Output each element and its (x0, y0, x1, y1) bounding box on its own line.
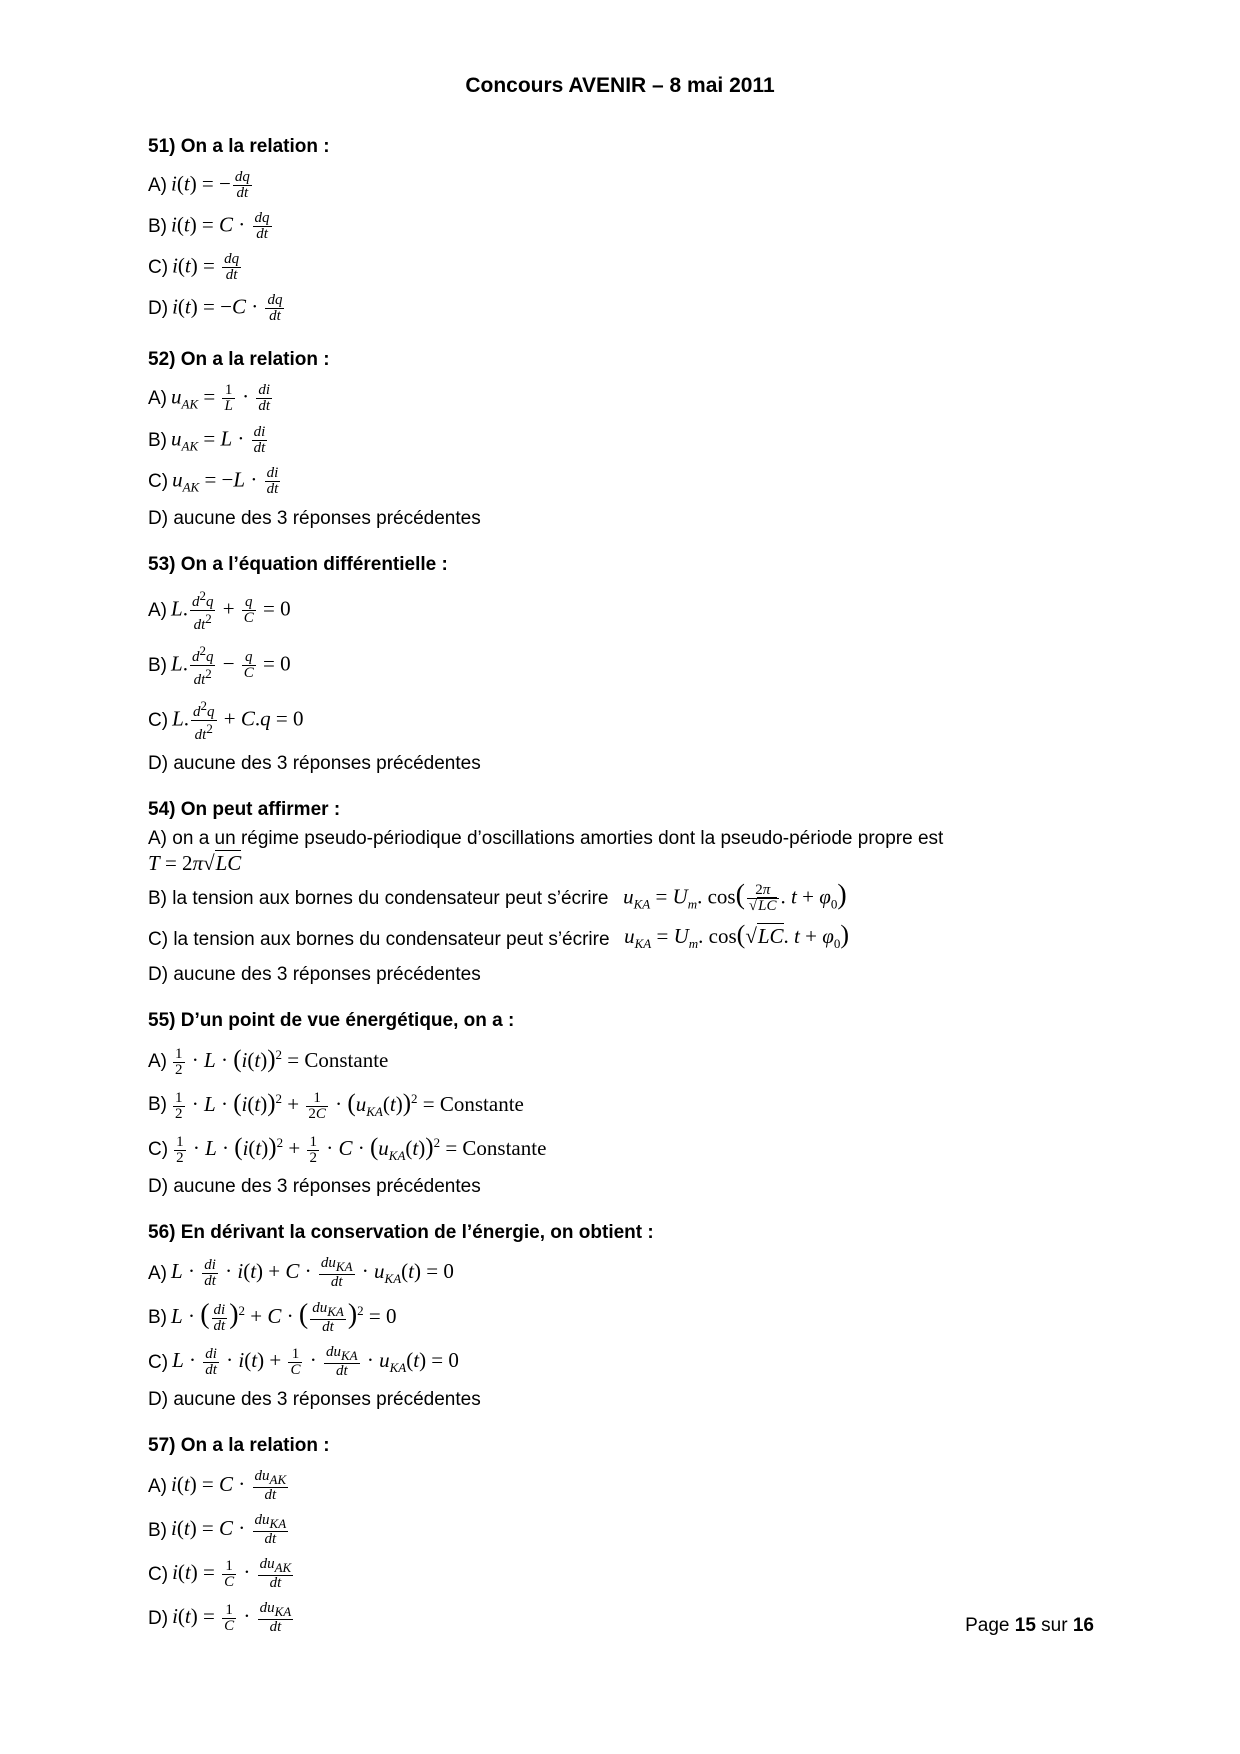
option-b: B) la tension aux bornes du condensateur peut s’écrire $u_{KA} = U_m$. cos( $\frac{2\pi}{√LC}$ . $t + \varphi_0$) (148, 878, 847, 914)
page-header: Concours AVENIR – 8 mai 2011 (465, 74, 775, 97)
formula: T = 2π√LC (148, 850, 242, 875)
formula: i(t) = $\frac{1}{C}$ · $\frac{du_{AK}}{dt}$ (172, 1556, 292, 1592)
question-title: 55) D’un point de vue énergétique, on a : (148, 1010, 515, 1032)
question-52 (148, 346, 1093, 529)
formula: $\frac{1}{2}$ · $L \cdot (i(t))^2$ + $\frac{1}{2C}$ · $(u_{KA}(t))^2$ = Constante (175, 1089, 524, 1122)
formula: $u_{AK} = L$ · $\frac{di}{dt}$ (171, 423, 266, 456)
content (148, 133, 1093, 1657)
question-54 (148, 796, 1093, 986)
formula: $u_{AK}$ = $\frac{1}{L}$ · $\frac{di}{dt}$ (171, 382, 270, 414)
formula: i(t) = $\frac{dq}{dt}$ (172, 251, 240, 283)
question-55 (148, 1007, 1093, 1197)
question-title: 51) On a la relation : (148, 136, 330, 157)
option-d: D) aucune des 3 réponses précédentes (148, 1176, 481, 1198)
option-b: B) L · ( $\frac{di}{dt}$ )$^2$ + C · ( $\frac{du_{KA}}{dt}$ )$^2$ = 0 (148, 1299, 397, 1336)
option-a: A) i(t) = − $\frac{dq}{dt}$ (148, 170, 1093, 201)
formula: L · $\frac{di}{dt}$ · i(t) + $\frac{1}{C}$ · $\frac{du_{KA}}{dt}$ · $u_{KA}(t) = 0$ (172, 1344, 459, 1380)
formula: i(t) = −C · $\frac{dq}{dt}$ (172, 292, 283, 324)
option-b: B) L. $\frac{d^2q}{dt^2}$ − $\frac{q}{C}$ = 0 (148, 642, 291, 688)
option-d: D) aucune des 3 réponses précédentes (148, 507, 481, 529)
option-d: D) aucune des 3 réponses précédentes (148, 964, 481, 986)
page-footer: Page 15 sur 16 (965, 1615, 1094, 1636)
option-c: C) L · $\frac{di}{dt}$ · i(t) + $\frac{1}{C}$ · $\frac{du_{KA}}{dt}$ · $u_{KA}(t) = 0$ (148, 1344, 459, 1380)
option-a: A) on a un régime pseudo-périodique d’oscillations amorties dont la pseudo-période propre est (148, 827, 944, 849)
question-title: 52) On a la relation : (148, 349, 330, 370)
formula: $u_{KA} = U_m$. cos(√LC. $t + \varphi_0$) (624, 920, 850, 952)
option-a: A) L. $\frac{d^2q}{dt^2}$ + $\frac{q}{C}$ = 0 (148, 587, 291, 633)
question-title: 54) On peut affirmer : (148, 798, 341, 820)
option-a: A) $u_{AK}$ = $\frac{1}{L}$ · $\frac{di}{dt}$ (148, 383, 1093, 415)
question-51 (148, 133, 1093, 324)
question-title: 57) On a la relation : (148, 1435, 330, 1457)
question-title: 53) On a l’équation différentielle : (148, 553, 448, 575)
question-title: 56) En dérivant la conservation de l’énergie, on obtient : (148, 1222, 654, 1244)
option-a-formula (148, 850, 1093, 875)
formula: $\frac{1}{2}$ · $L \cdot (i(t))^2$ = Constante (175, 1045, 389, 1078)
formula: i(t) = − $\frac{dq}{dt}$ (171, 169, 250, 201)
option-c: C) $u_{AK} = -L$ · $\frac{di}{dt}$ (148, 466, 1093, 498)
option-c: C) L. $\frac{d^2q}{dt^2}$ + C.q = 0 (148, 697, 304, 743)
option-a: A) $\frac{1}{2}$ · $L \cdot (i(t))^2$ = Constante (148, 1045, 389, 1078)
option-b: B) i(t) = C · $\frac{du_{KA}}{dt}$ (148, 1513, 1093, 1547)
formula: i(t) = C · $\frac{du_{AK}}{dt}$ (171, 1468, 287, 1504)
formula: L. $\frac{d^2q}{dt^2}$ − $\frac{q}{C}$ = 0 (171, 642, 291, 688)
question-56 (148, 1219, 1093, 1410)
option-d: D) i(t) = −C · $\frac{dq}{dt}$ (148, 293, 1093, 324)
option-c: C) la tension aux bornes du condensateur peut s’écrire $u_{KA} = U_m$. cos(√LC. $t + \varphi_0$) (148, 924, 1093, 954)
option-b: B) i(t) = C · $\frac{dq}{dt}$ (148, 211, 1093, 242)
option-c: C) i(t) = $\frac{dq}{dt}$ (148, 252, 1093, 283)
formula: i(t) = C · $\frac{dq}{dt}$ (171, 210, 270, 242)
option-a: A) L · $\frac{di}{dt}$ · i(t) + C · $\frac{du_{KA}}{dt}$ · $u_{KA}(t) = 0$ (148, 1255, 454, 1291)
option-d: D) i(t) = $\frac{1}{C}$ · $\frac{du_{KA}}{dt}$ (148, 1601, 1093, 1635)
formula: L · $\frac{di}{dt}$ · i(t) + C · $\frac{du_{KA}}{dt}$ · $u_{KA}(t) = 0$ (171, 1255, 454, 1291)
option-b: B) $u_{AK} = L$ · $\frac{di}{dt}$ (148, 425, 1093, 457)
formula: i(t) = C · $\frac{du_{KA}}{dt}$ (171, 1512, 287, 1548)
formula: i(t) = $\frac{1}{C}$ · $\frac{du_{KA}}{dt}$ (172, 1600, 292, 1636)
formula: $u_{AK} = -L$ · $\frac{di}{dt}$ (172, 465, 279, 497)
option-c: C) i(t) = $\frac{1}{C}$ · $\frac{du_{AK}}{dt}$ (148, 1557, 1093, 1591)
option-d: D) aucune des 3 réponses précédentes (148, 752, 481, 774)
formula: $u_{KA} = U_m$. cos( $\frac{2\pi}{√LC}$ . $t + \varphi_0$) (623, 878, 847, 914)
page-total: 16 (1072, 1615, 1094, 1636)
question-53 (148, 551, 1093, 774)
option-b: B) $\frac{1}{2}$ · $L \cdot (i(t))^2$ + $\frac{1}{2C}$ · $(u_{KA}(t))^2$ = Constante (148, 1089, 524, 1122)
question-57 (148, 1432, 1093, 1635)
option-c: C) $\frac{1}{2}$ · $L \cdot (i(t))^2$ + $\frac{1}{2}$ · $C \cdot (u_{KA}(t))^2$ = Constante (148, 1133, 547, 1166)
formula: $\frac{1}{2}$ · $L \cdot (i(t))^2$ + $\frac{1}{2}$ · $C \cdot (u_{KA}(t))^2$ = Constante (176, 1133, 547, 1166)
formula: L. $\frac{d^2q}{dt^2}$ + $\frac{q}{C}$ = 0 (171, 587, 291, 633)
formula: L · ( $\frac{di}{dt}$ )$^2$ + C · ( $\frac{du_{KA}}{dt}$ )$^2$ = 0 (171, 1299, 397, 1336)
formula: L. $\frac{d^2q}{dt^2}$ + C.q = 0 (172, 697, 304, 743)
option-a: A) i(t) = C · $\frac{du_{AK}}{dt}$ (148, 1469, 1093, 1503)
option-d: D) aucune des 3 réponses précédentes (148, 1389, 481, 1411)
page-number: 15 (1014, 1615, 1036, 1636)
